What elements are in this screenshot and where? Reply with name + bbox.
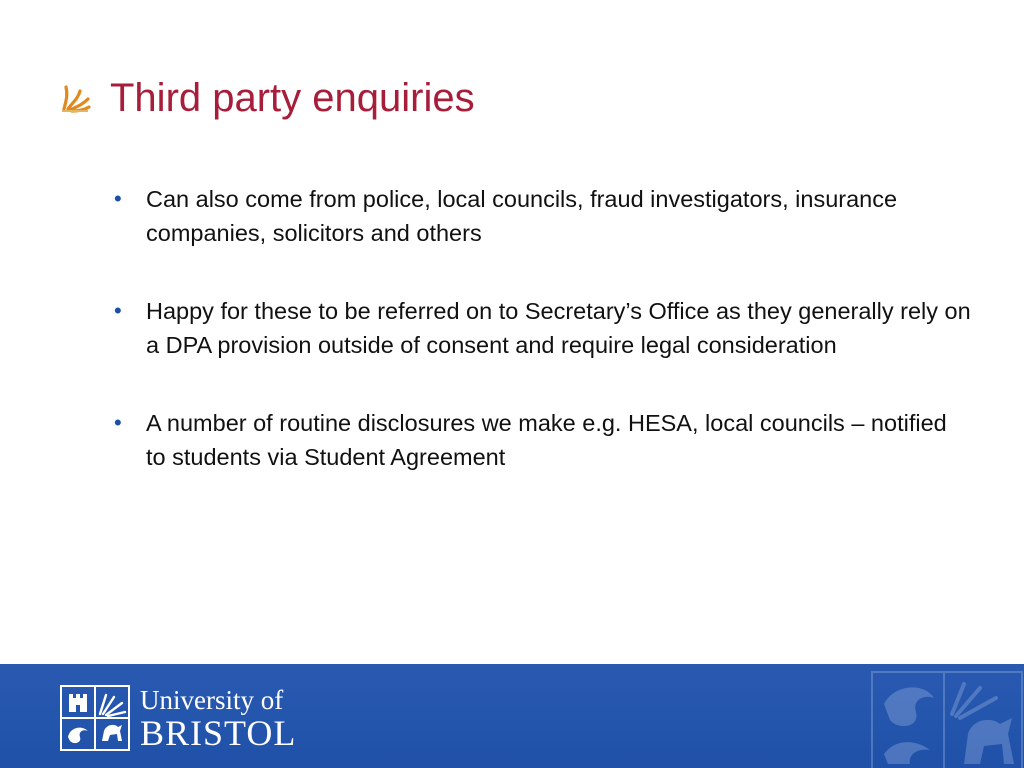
title-row xyxy=(58,68,475,128)
logo-wordmark xyxy=(140,685,296,751)
crest-watermark-icon xyxy=(864,664,1024,768)
logo-line-2: BRISTOL xyxy=(140,713,297,753)
bullet-text: Happy for these to be referred on to Secretary’s Office as they generally rely on a DPA provision outside of consent and require legal consideration xyxy=(146,298,971,358)
flame-icon xyxy=(58,81,92,115)
bullet-marker: • xyxy=(114,186,122,211)
bullet-text: Can also come from police, local councils, fraud investigators, insurance companies, solicitors and others xyxy=(146,186,898,246)
bullet-item xyxy=(112,182,972,250)
footer-band xyxy=(0,664,1024,768)
university-crest-icon xyxy=(60,685,130,751)
bullet-marker: • xyxy=(114,410,122,435)
slide-title: Third party enquiries xyxy=(110,76,475,120)
logo-line-1: University of xyxy=(140,685,284,715)
bullet-text: A number of routine disclosures we make e.g. HESA, local councils – notified to students via Student Agreement xyxy=(146,410,947,470)
bullet-list xyxy=(112,182,972,518)
bullet-marker: • xyxy=(114,298,122,323)
university-logo xyxy=(60,678,296,758)
bullet-item xyxy=(112,406,972,474)
bullet-item xyxy=(112,294,972,362)
